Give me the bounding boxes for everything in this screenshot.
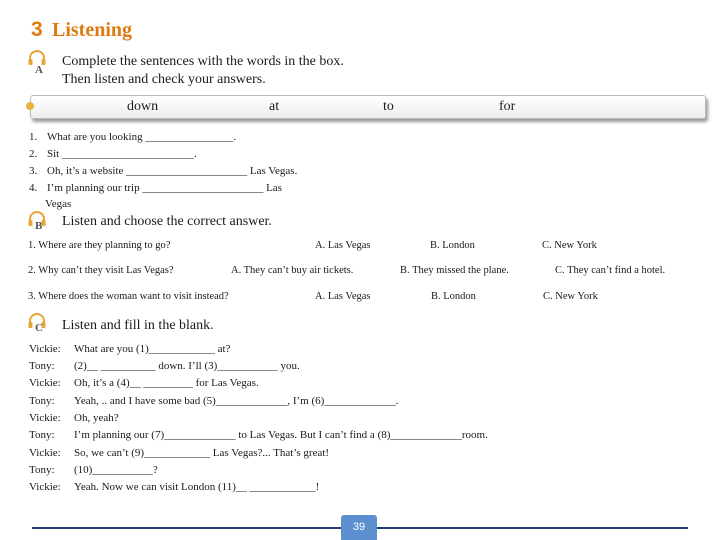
speaker: Tony: xyxy=(29,395,55,407)
page-number: 39 xyxy=(341,515,377,540)
item-number: 3. xyxy=(29,165,38,177)
word-to: to xyxy=(383,99,394,114)
dialogue-line: What are you (1)____________ at? xyxy=(74,343,231,355)
dialogue-line: Yeah, .. and I have some bad (5)_____________, I’m (6)_____________. xyxy=(74,395,399,407)
sentence-item: Sit ________________________. xyxy=(47,148,197,160)
option-a: A. Las Vegas xyxy=(315,240,371,251)
option-a: A. They can’t buy air tickets. xyxy=(231,265,354,276)
dialogue-line: (10)___________? xyxy=(74,464,158,476)
part-c-instruction: Listen and fill in the blank. xyxy=(62,318,214,333)
word-for: for xyxy=(499,99,516,114)
footer-divider-right xyxy=(370,527,688,529)
sentence-item: What are you looking ________________. xyxy=(47,131,237,143)
question: 2. Why can’t they visit Las Vegas? xyxy=(28,265,174,276)
part-b-instruction: Listen and choose the correct answer. xyxy=(62,214,272,229)
item-number: 4. xyxy=(29,182,38,194)
dialogue-line: Oh, yeah? xyxy=(74,412,119,424)
option-c: C. New York xyxy=(542,240,597,251)
section-title: Listening xyxy=(52,19,133,41)
speaker: Tony: xyxy=(29,360,55,372)
speaker: Vickie: xyxy=(29,412,61,424)
speaker: Vickie: xyxy=(29,377,61,389)
sentence-item: I’m planning our trip ______________________ Las xyxy=(47,182,282,194)
word-at: at xyxy=(269,99,280,114)
dialogue-line: So, we can’t (9)____________ Las Vegas?... That’s great! xyxy=(74,447,330,459)
dialogue-line: (2)__ __________ down. I’ll (3)___________ you. xyxy=(74,360,300,372)
option-b: B. They missed the plane. xyxy=(400,265,509,276)
item-number: 2. xyxy=(29,148,38,160)
section-number: 3 xyxy=(31,18,43,41)
speaker: Vickie: xyxy=(29,343,61,355)
footer-divider-left xyxy=(32,527,350,529)
part-c-letter: C xyxy=(35,322,43,334)
sentence-item: Oh, it’s a website ______________________ Las Vegas. xyxy=(47,165,298,177)
dialogue-line: I’m planning our (7)_____________ to Las Vegas. But I can’t find a (8)_____________room. xyxy=(74,429,488,441)
question: 3. Where does the woman want to visit instead? xyxy=(28,291,229,302)
option-b: B. London xyxy=(431,291,476,302)
word-down: down xyxy=(127,99,159,114)
bullet-dot xyxy=(26,102,34,110)
speaker: Vickie: xyxy=(29,447,61,459)
option-c: C. New York xyxy=(543,291,598,302)
option-c: C. They can’t find a hotel. xyxy=(555,265,666,276)
dialogue-line: Yeah. Now we can visit London (11)__ ____________! xyxy=(74,481,320,493)
sentence-item-continued: Vegas xyxy=(45,198,72,210)
part-a-instruction-2: Then listen and check your answers. xyxy=(62,72,266,87)
word-box xyxy=(30,95,706,119)
dialogue-line: Oh, it’s a (4)__ _________ for Las Vegas. xyxy=(74,377,259,389)
option-a: A. Las Vegas xyxy=(315,291,371,302)
speaker: Tony: xyxy=(29,429,55,441)
option-b: B. London xyxy=(430,240,475,251)
question: 1. Where are they planning to go? xyxy=(28,240,171,251)
speaker: Vickie: xyxy=(29,481,61,493)
part-a-letter: A xyxy=(35,64,43,76)
part-a-instruction-1: Complete the sentences with the words in the box. xyxy=(62,54,344,69)
part-b-letter: B xyxy=(35,220,43,232)
speaker: Tony: xyxy=(29,464,55,476)
item-number: 1. xyxy=(29,131,38,143)
